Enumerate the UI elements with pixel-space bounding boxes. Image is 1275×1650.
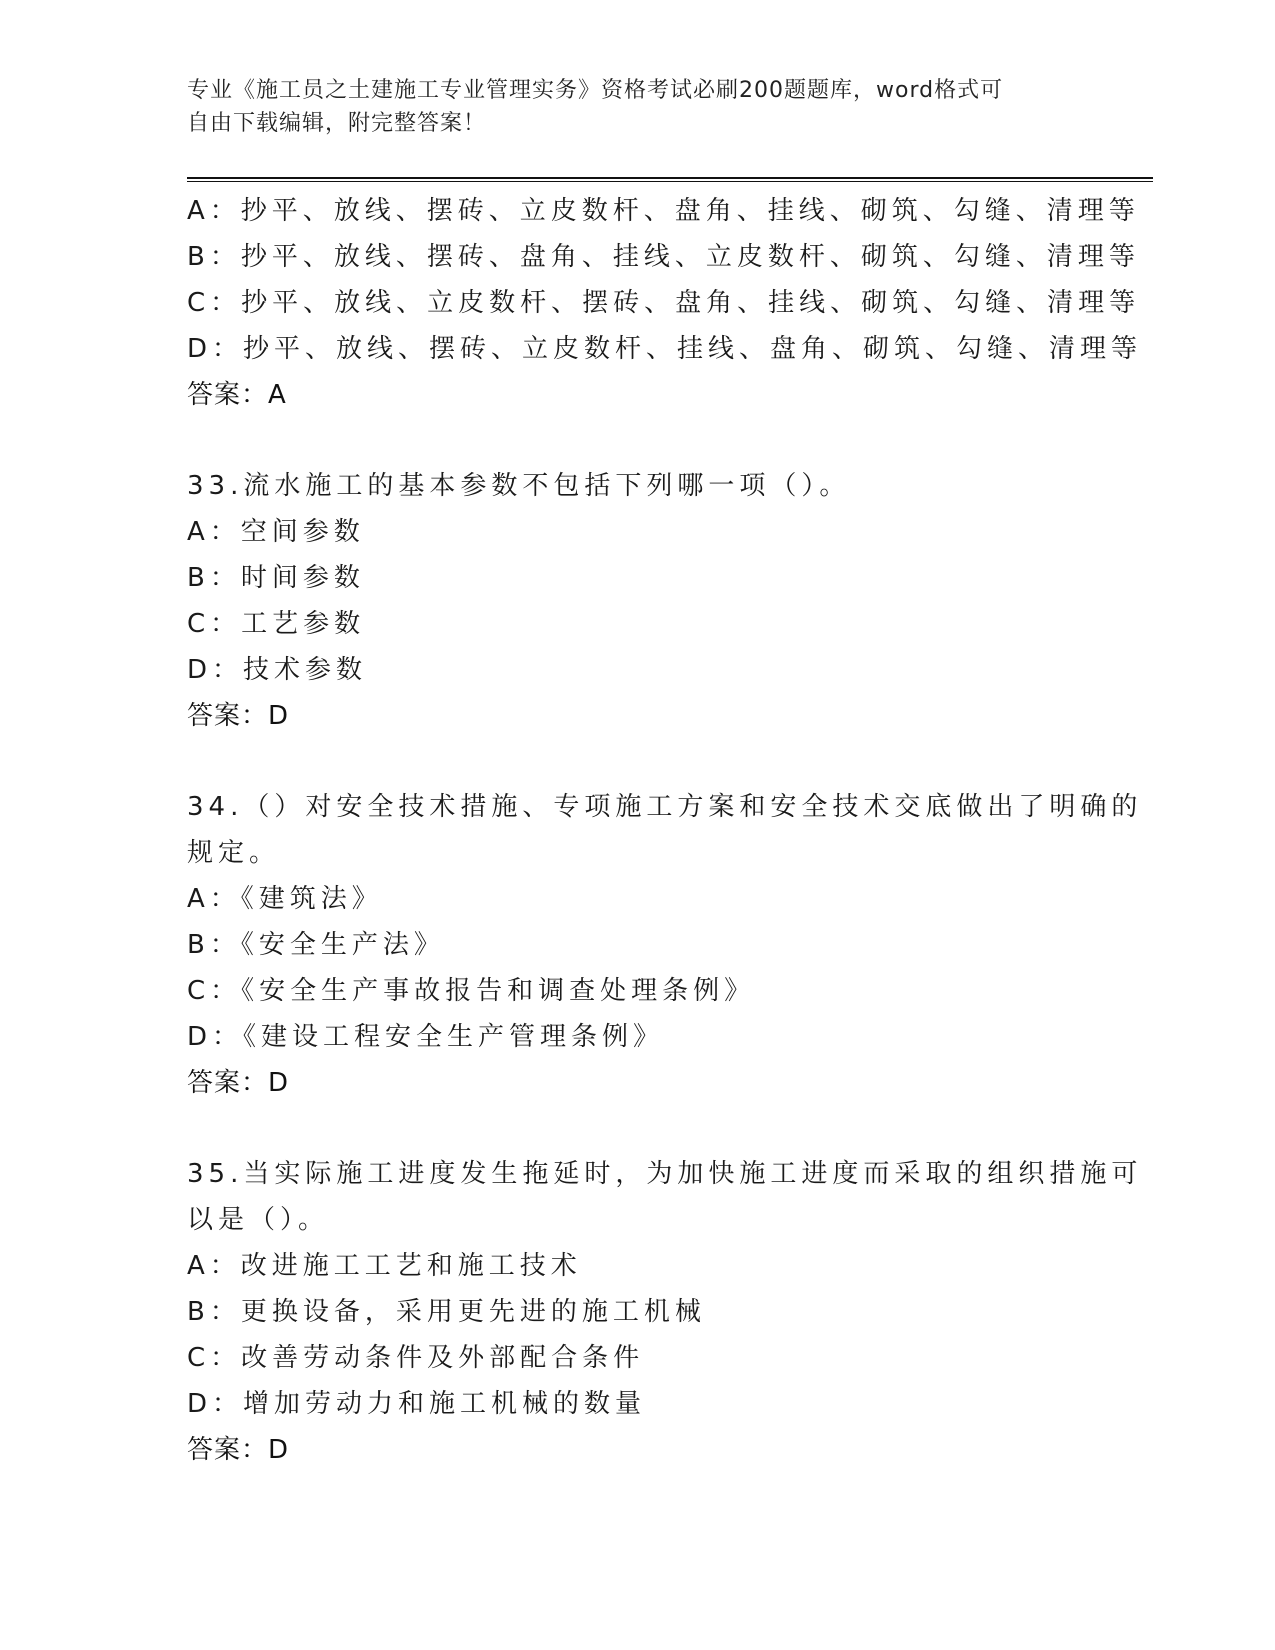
spacer: [187, 1106, 1087, 1151]
header-divider: [187, 177, 1153, 182]
option-c: C：工艺参数: [187, 609, 366, 639]
header-line-2: 自由下载编辑，附完整答案！: [187, 111, 487, 136]
answer-line: 答案：A: [187, 380, 287, 410]
spacer: [187, 739, 1087, 784]
question-stem-line-2: 规定。: [187, 838, 281, 868]
question-stem: 33.流水施工的基本参数不包括下列哪一项（）。: [187, 471, 851, 501]
option-b: B：更换设备，采用更先进的施工机械: [187, 1297, 706, 1327]
question-block-35: [187, 1151, 1143, 1473]
answer-line: 答案：D: [187, 1435, 290, 1465]
option-b: B：抄平、放线、摆砖、盘角、挂线、立皮数杆、砌筑、勾缝、清理等: [187, 242, 1140, 272]
question-block-prev: [187, 188, 1143, 418]
question-stem-line-1: 35.当实际施工进度发生拖延时，为加快施工进度而采取的组织措施可: [187, 1159, 1143, 1189]
question-block-34: [187, 784, 1143, 1106]
option-d: D：抄平、放线、摆砖、立皮数杆、挂线、盘角、砌筑、勾缝、清理等: [187, 334, 1143, 364]
option-a: A：改进施工工艺和施工技术: [187, 1251, 582, 1281]
option-b: B：时间参数: [187, 563, 365, 593]
question-stem-line-2: 以是（）。: [187, 1205, 330, 1235]
option-c: C：《安全生产事故报告和调查处理条例》: [187, 976, 756, 1006]
answer-line: 答案：D: [187, 1068, 290, 1098]
option-d: D：增加劳动力和施工机械的数量: [187, 1389, 647, 1419]
option-d: D：技术参数: [187, 655, 368, 685]
option-d: D：《建设工程安全生产管理条例》: [187, 1022, 665, 1052]
header-line-1: 专业《施工员之土建施工专业管理实务》资格考试必刷200题题库，word格式可: [187, 78, 1004, 103]
option-b: B：《安全生产法》: [187, 930, 445, 960]
spacer: [187, 418, 1087, 463]
option-c: C：改善劳动条件及外部配合条件: [187, 1343, 645, 1373]
option-c: C：抄平、放线、立皮数杆、摆砖、盘角、挂线、砌筑、勾缝、清理等: [187, 288, 1141, 318]
document-header: [187, 74, 1067, 140]
option-a: A：空间参数: [187, 517, 365, 547]
question-stem-line-1: 34.（）对安全技术措施、专项施工方案和安全技术交底做出了明确的: [187, 792, 1143, 822]
question-block-33: [187, 463, 1087, 739]
answer-line: 答案：D: [187, 701, 290, 731]
option-a: A：抄平、放线、摆砖、立皮数杆、盘角、挂线、砌筑、勾缝、清理等: [187, 196, 1140, 226]
question-list: [187, 188, 1143, 1473]
option-a: A：《建筑法》: [187, 884, 383, 914]
